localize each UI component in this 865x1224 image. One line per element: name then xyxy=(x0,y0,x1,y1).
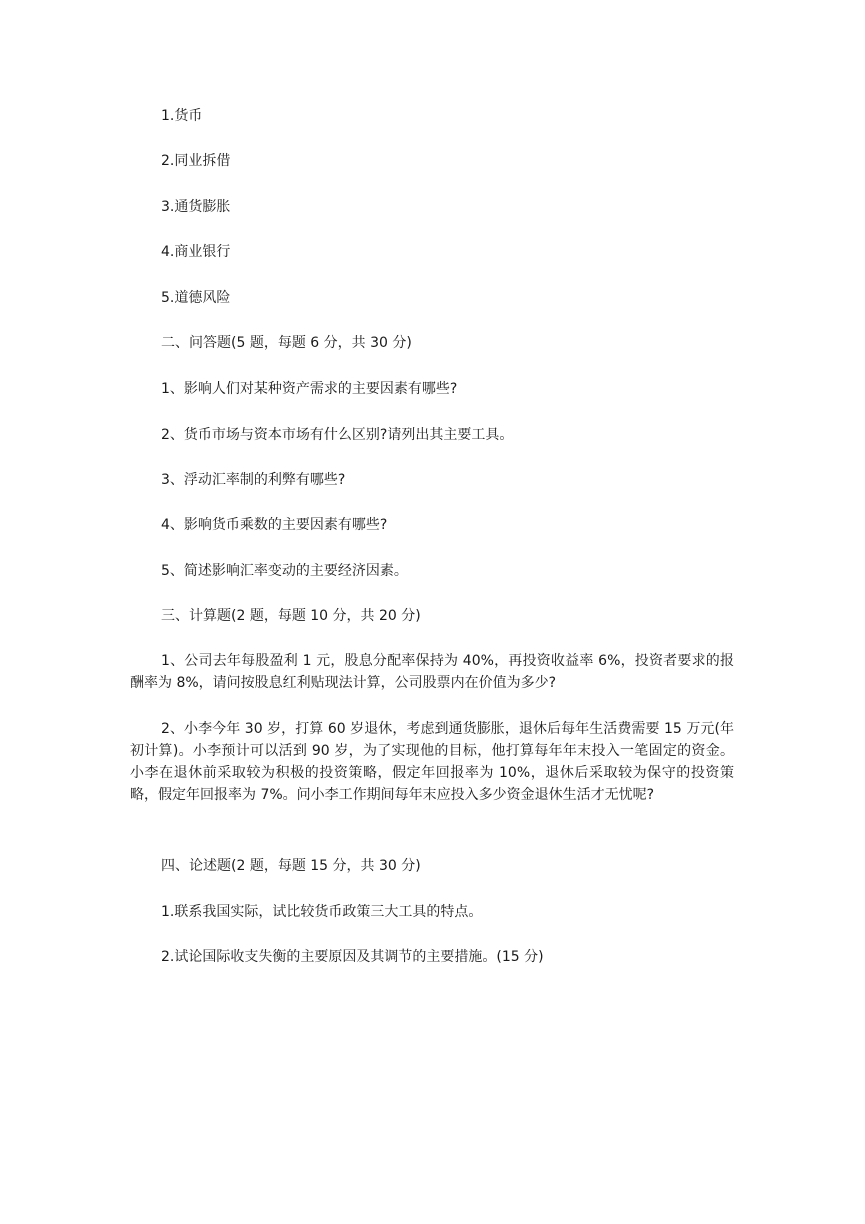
qa-question: 5、简述影响汇率变动的主要经济因素。 xyxy=(161,563,408,579)
essay-question: 1.联系我国实际，试比较货币政策三大工具的特点。 xyxy=(161,904,483,920)
essay-question: 2.试论国际收支失衡的主要原因及其调节的主要措施。(15 分) xyxy=(161,949,544,965)
qa-question: 1、影响人们对某种资产需求的主要因素有哪些? xyxy=(161,381,458,397)
qa-question: 2、货币市场与资本市场有什么区别?请列出其主要工具。 xyxy=(161,427,514,443)
qa-question: 3、浮动汇率制的利弊有哪些? xyxy=(161,472,346,488)
term-item: 4.商业银行 xyxy=(161,244,231,260)
calc-question: 1、公司去年每股盈利 1 元，股息分配率保持为 40%，再投资收益率 6%，投资者要求的报酬率为 8%，请问按股息红利贴现法计算，公司股票内在价值为多少? xyxy=(130,653,734,691)
qa-question: 4、影响货币乘数的主要因素有哪些? xyxy=(161,517,388,533)
section-heading-essay: 四、论述题(2 题，每题 15 分，共 30 分) xyxy=(161,858,421,874)
section-heading-calc: 三、计算题(2 题，每题 10 分，共 20 分) xyxy=(161,608,421,624)
calc-question: 2、小李今年 30 岁，打算 60 岁退休，考虑到通货膨胀，退休后每年生活费需要 15 万元(年初计算)。小李预计可以活到 90 岁，为了实现他的目标，他打算每年年末投入一笔固定的资金。小李在退休前采取较为积极的投资策略，假定年回报率为 10%，退休后采取较为保守的投资策略，假定年回报率为 7%。问小李工作期间每年末应投入多少资金退休生活才无忧呢? xyxy=(130,721,734,803)
term-item: 3.通货膨胀 xyxy=(161,199,231,215)
term-item: 5.道德风险 xyxy=(161,290,231,306)
term-item: 1.货币 xyxy=(161,108,203,124)
term-item: 2.同业拆借 xyxy=(161,153,231,169)
section-heading-qa: 二、问答题(5 题，每题 6 分，共 30 分) xyxy=(161,335,412,351)
